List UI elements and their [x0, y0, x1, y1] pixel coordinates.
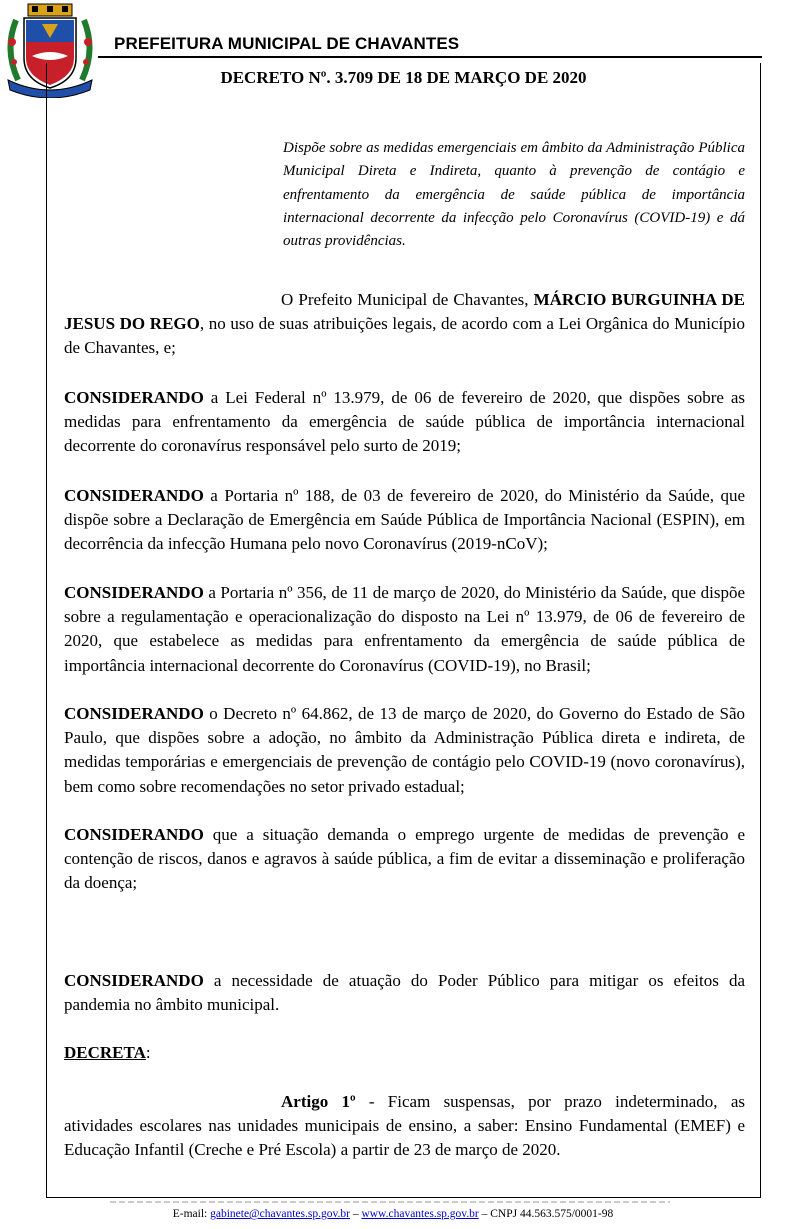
article-1-label: Artigo 1º	[281, 1092, 356, 1111]
considerando-text: a Portaria nº 356, de 11 de março de 2020, do Ministério da Saúde, que dispõe sobre a regulamentação e operacionalização do disposto na Lei nº 13.979, de 06 de fevereiro de 2020, que estabelece as medidas para enfrentamento da emergência de saúde pública de importância internacional decorrente do Coronavírus (COVID-19), no Brasil;	[64, 583, 745, 675]
decreta-colon: :	[145, 1043, 151, 1062]
preamble-paragraph	[64, 288, 745, 361]
preamble-lead: O Prefeito Municipal de Chavantes,	[281, 290, 534, 309]
footer-separator: –	[349, 1208, 362, 1220]
footer-contact	[0, 1208, 786, 1220]
considerando-text: a Lei Federal nº 13.979, de 06 de fevereiro de 2020, que dispões sobre as medidas para enfrentamento da emergência de saúde pública de importância internacional decorrente do coronavírus responsável pelo surto de 2019;	[64, 388, 745, 456]
considerando-keyword: CONSIDERANDO	[64, 583, 204, 602]
considerando-paragraph	[64, 823, 745, 896]
considerando-paragraph	[64, 386, 745, 459]
considerando-keyword: CONSIDERANDO	[64, 971, 204, 990]
considerando-text: o Decreto nº 64.862, de 13 de março de 2020, do Governo do Estado de São Paulo, que dispões sobre a adoção, no âmbito da Administração Pública direta e indireta, de medidas temporárias e emergenciais de prevenção de contágio pelo COVID-19 (novo coronavírus), bem como sobre recomendações no setor privado estadual;	[64, 704, 745, 796]
mayor-name: MÁRCIO BURGUINHA DE JESUS DO REGO	[64, 290, 745, 334]
decree-title: DECRETO Nº. 3.709 DE 18 DE MARÇO DE 2020	[220, 68, 587, 87]
footer-separator: –	[478, 1208, 491, 1220]
considerando-paragraph	[64, 484, 745, 557]
considerando-keyword: CONSIDERANDO	[64, 704, 204, 723]
considerando-keyword: CONSIDERANDO	[64, 486, 204, 505]
decree-ementa: Dispõe sobre as medidas emergenciais em âmbito da Administração Pública Municipal Direta e Indireta, quanto à prevenção de contágio e enfrentamento da emergência de saúde pública de importância internacional decorrente da infecção pelo Coronavírus (COVID-19) e dá outras providências.	[283, 140, 745, 250]
considerando-paragraph	[64, 702, 745, 799]
header-rule	[98, 56, 762, 58]
footer-email-link[interactable]: gabinete@chavantes.sp.gov.br	[210, 1208, 350, 1220]
considerando-keyword: CONSIDERANDO	[64, 388, 204, 407]
considerando-paragraph	[64, 969, 745, 1017]
considerando-keyword: CONSIDERANDO	[64, 825, 204, 844]
footer-email-label: E-mail:	[172, 1208, 211, 1220]
footer-cnpj: CNPJ 44.563.575/0001-98	[490, 1208, 614, 1220]
decreta-heading	[64, 1041, 745, 1065]
considerando-text: que a situação demanda o emprego urgente de medidas de prevenção e contenção de riscos, danos e agravos à saúde pública, a fim de evitar a disseminação e proliferação da doença;	[64, 825, 745, 893]
footer-cut-strip	[110, 1200, 670, 1204]
article-1-text: - Ficam suspensas, por prazo indeterminado, as atividades escolares nas unidades municipais de ensino, a saber: Ensino Fundamental (EMEF) e Educação Infantil (Creche e Pré Escola) a partir de 23 de março de 2020.	[64, 1092, 745, 1160]
preamble-rest: , no uso de suas atribuições legais, de acordo com a Lei Orgânica do Município de Chavantes, e;	[64, 314, 745, 358]
considerando-text: a Portaria nº 188, de 03 de fevereiro de 2020, do Ministério da Saúde, que dispõe sobre a Declaração de Emergência em Saúde Pública de Importância Nacional (ESPIN), em decorrência da infecção Humana pelo novo Coronavírus (2019-nCoV);	[64, 486, 745, 554]
header-title: PREFEITURA MUNICIPAL DE CHAVANTES	[114, 34, 460, 53]
article-1-paragraph	[64, 1090, 745, 1163]
decreta-label: DECRETA	[64, 1043, 146, 1062]
considerando-paragraph	[64, 581, 745, 678]
footer-website-link[interactable]: www.chavantes.sp.gov.br	[361, 1208, 479, 1220]
considerando-text: a necessidade de atuação do Poder Público para mitigar os efeitos da pandemia no âmbito municipal.	[64, 971, 745, 1015]
